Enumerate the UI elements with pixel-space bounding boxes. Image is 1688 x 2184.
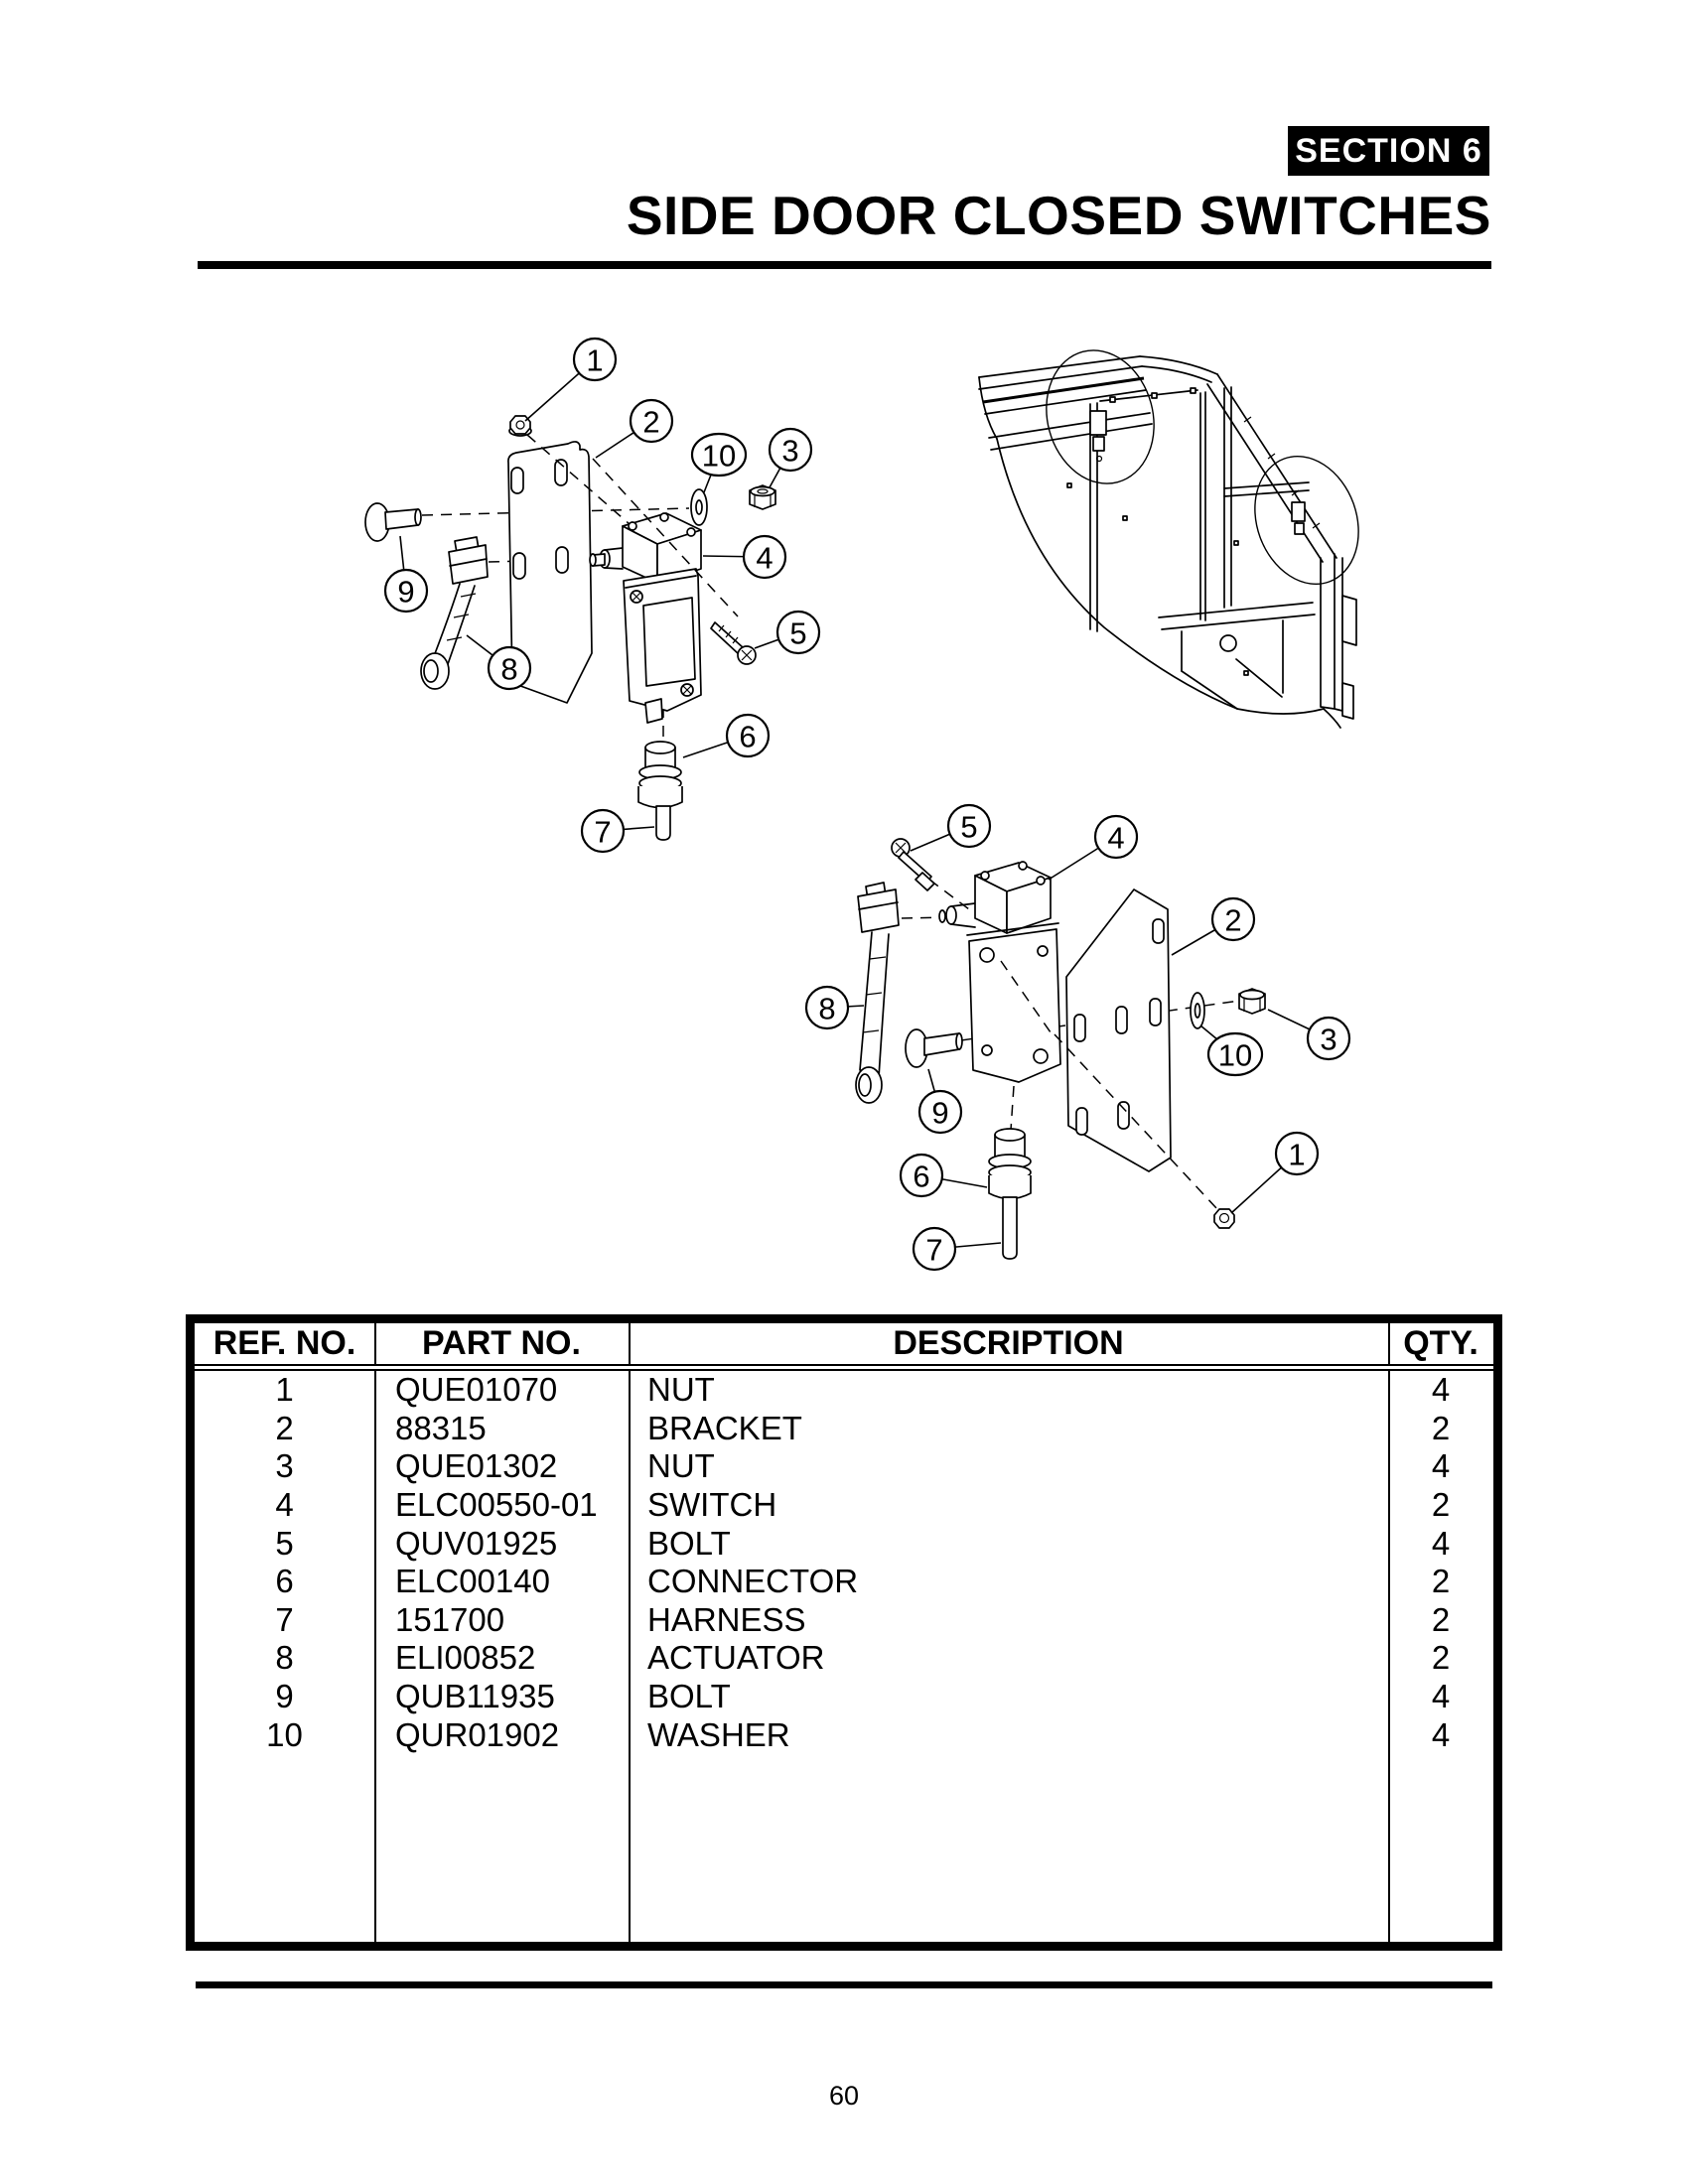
cell-ref-no: 8 xyxy=(275,1639,294,1677)
cell-ref-no: 3 xyxy=(275,1447,294,1485)
table-row xyxy=(195,1563,1493,1601)
harness xyxy=(1003,1197,1017,1259)
callout-number: 2 xyxy=(642,404,660,440)
location-ellipse xyxy=(1237,442,1375,599)
cell-part-no: QUE01070 xyxy=(395,1371,558,1409)
parts-table xyxy=(186,1314,1502,1951)
header-double-rule xyxy=(195,1364,1493,1371)
table-row xyxy=(195,1601,1493,1640)
header-part-no: PART NO. xyxy=(422,1324,581,1362)
callout-number: 6 xyxy=(739,719,757,754)
cell-qty: 2 xyxy=(1431,1600,1451,1638)
callout-number: 10 xyxy=(1217,1037,1253,1073)
callout-number: 8 xyxy=(818,991,836,1026)
connector xyxy=(645,742,675,753)
table-row xyxy=(195,1410,1493,1448)
table-row xyxy=(195,1486,1493,1525)
diagram-frame-location-view xyxy=(979,339,1376,728)
callout-number: 9 xyxy=(931,1095,949,1131)
cell-part-no: QUE01302 xyxy=(395,1447,558,1485)
cell-part-no: ELI00852 xyxy=(395,1639,536,1677)
callout-number: 6 xyxy=(913,1159,930,1194)
cell-qty: 4 xyxy=(1431,1371,1451,1409)
table-row xyxy=(195,1715,1493,1754)
callout-number: 3 xyxy=(781,433,799,469)
cell-qty: 4 xyxy=(1431,1524,1451,1562)
cell-ref-no: 5 xyxy=(275,1524,294,1562)
cell-description: WASHER xyxy=(647,1715,790,1753)
cell-ref-no: 7 xyxy=(275,1600,294,1638)
cell-part-no: 88315 xyxy=(395,1409,487,1446)
page-number: 60 xyxy=(828,2081,860,2111)
cell-description: BOLT xyxy=(647,1678,731,1715)
table-header-row xyxy=(195,1323,1493,1364)
cell-description: NUT xyxy=(647,1447,715,1485)
cell-part-no: ELC00550-01 xyxy=(395,1486,598,1524)
diagram-exploded-left xyxy=(365,416,775,840)
callouts-left-view xyxy=(385,339,819,852)
cell-part-no: QUB11935 xyxy=(395,1678,555,1715)
table-row xyxy=(195,1524,1493,1563)
cell-qty: 2 xyxy=(1431,1563,1451,1600)
page-title: SIDE DOOR CLOSED SWITCHES xyxy=(626,185,1491,246)
cell-description: ACTUATOR xyxy=(647,1639,825,1677)
footer-rule xyxy=(196,1981,1492,1988)
cell-qty: 4 xyxy=(1431,1715,1451,1753)
callout-number: 4 xyxy=(1107,820,1125,856)
cell-ref-no: 9 xyxy=(275,1678,294,1715)
cell-description: HARNESS xyxy=(647,1600,806,1638)
cell-qty: 2 xyxy=(1431,1639,1451,1677)
cell-qty: 2 xyxy=(1431,1486,1451,1524)
cell-ref-no: 10 xyxy=(266,1715,303,1753)
header-qty: QTY. xyxy=(1403,1324,1478,1362)
callout-number: 1 xyxy=(1288,1137,1306,1172)
table-row xyxy=(195,1371,1493,1410)
table-row xyxy=(195,1678,1493,1716)
callout-number: 3 xyxy=(1320,1022,1337,1057)
callout-number: 10 xyxy=(701,438,737,474)
cell-qty: 4 xyxy=(1431,1678,1451,1715)
cell-description: BRACKET xyxy=(647,1409,802,1446)
table-row xyxy=(195,1639,1493,1678)
cell-ref-no: 1 xyxy=(275,1371,294,1409)
harness xyxy=(656,806,670,840)
cell-part-no: ELC00140 xyxy=(395,1563,550,1600)
cell-ref-no: 2 xyxy=(275,1409,294,1446)
cell-part-no: QUV01925 xyxy=(395,1524,558,1562)
callout-number: 4 xyxy=(756,540,774,576)
callout-number: 7 xyxy=(925,1232,943,1268)
cell-qty: 2 xyxy=(1431,1409,1451,1446)
header-description: DESCRIPTION xyxy=(893,1324,1124,1362)
callout-number: 1 xyxy=(586,342,604,378)
callout-number: 8 xyxy=(500,651,518,687)
cell-ref-no: 4 xyxy=(275,1486,294,1524)
header-ref-no: REF. NO. xyxy=(212,1324,356,1362)
cell-qty: 4 xyxy=(1431,1447,1451,1485)
cell-part-no: QUR01902 xyxy=(395,1715,560,1753)
callout-number: 5 xyxy=(789,615,807,651)
table-body xyxy=(195,1371,1493,1942)
callout-number: 9 xyxy=(397,574,415,610)
cell-description: CONNECTOR xyxy=(647,1563,859,1600)
callout-number: 7 xyxy=(594,814,612,850)
cell-description: NUT xyxy=(647,1371,715,1409)
connector xyxy=(995,1129,1025,1141)
cell-part-no: 151700 xyxy=(395,1600,505,1638)
callout-number: 2 xyxy=(1224,902,1242,938)
mounted-switch-detail xyxy=(1292,502,1305,521)
mounted-switch-detail xyxy=(1090,411,1106,435)
cell-ref-no: 6 xyxy=(275,1563,294,1600)
cell-description: SWITCH xyxy=(647,1486,777,1524)
table-row xyxy=(195,1447,1493,1486)
section-label: SECTION 6 xyxy=(1295,131,1482,170)
nut xyxy=(1214,1209,1234,1228)
cell-description: BOLT xyxy=(647,1524,731,1562)
callout-number: 5 xyxy=(960,809,978,845)
